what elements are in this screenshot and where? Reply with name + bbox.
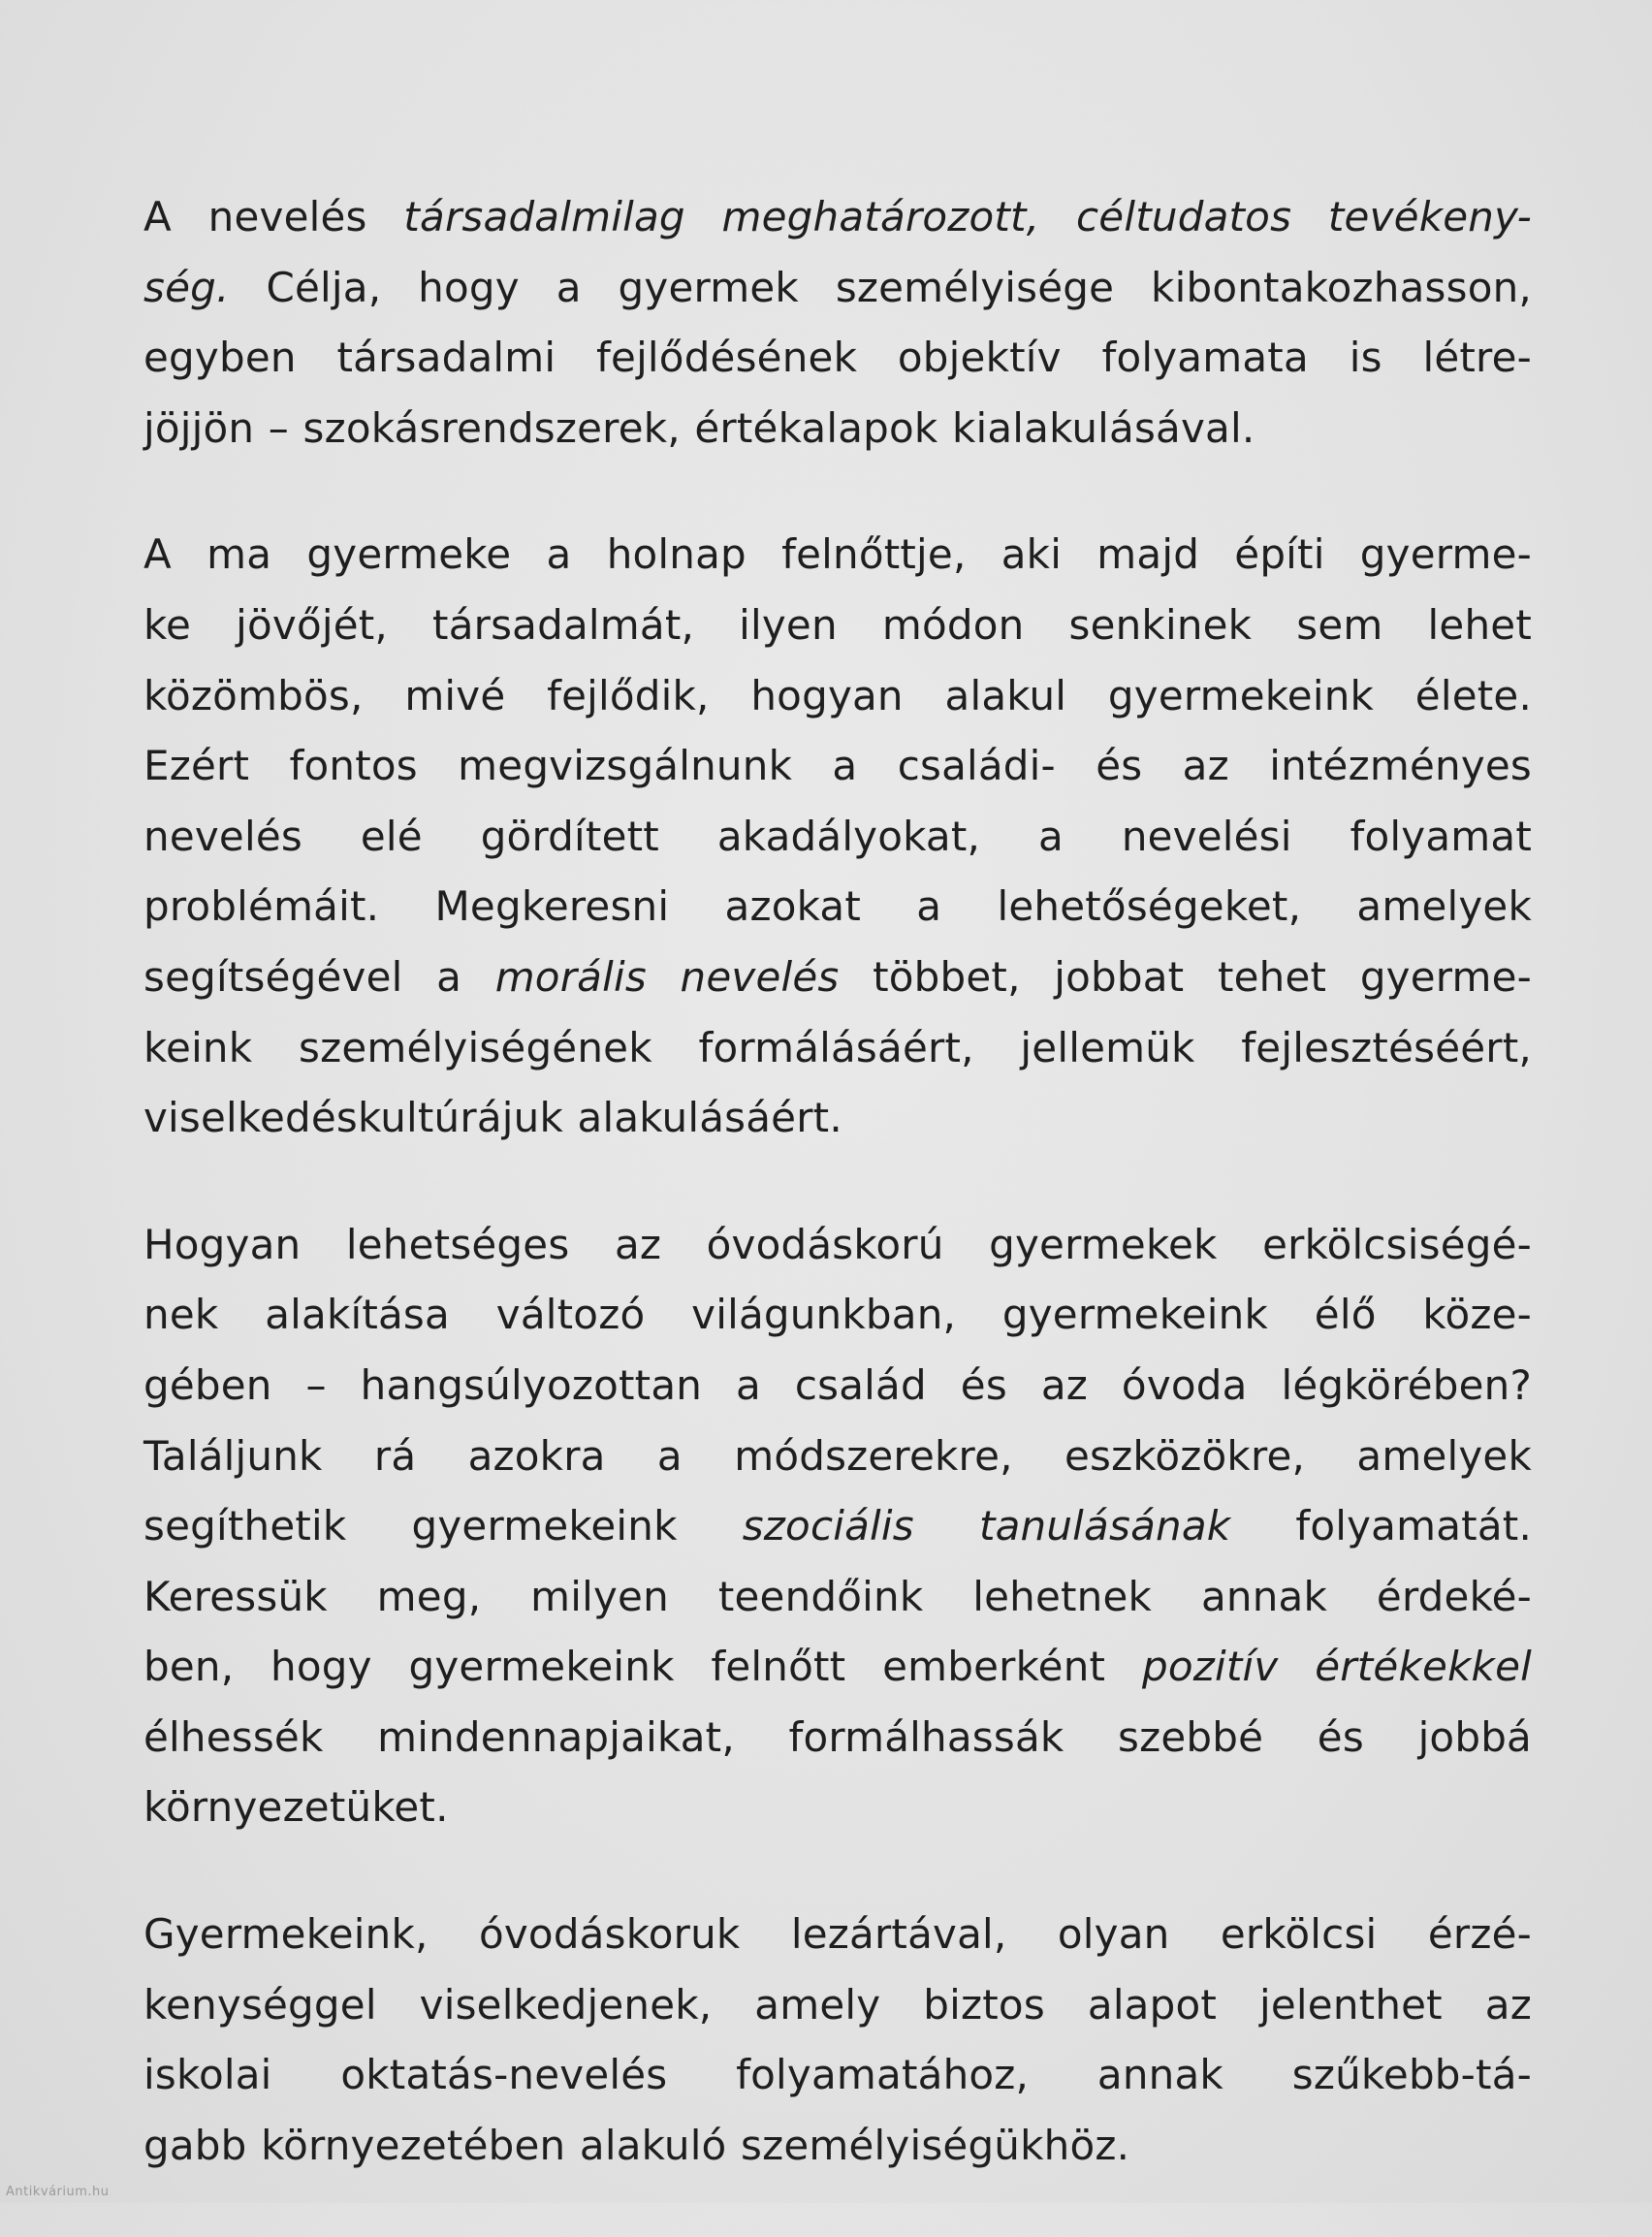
italic-phrase: ség. — [143, 263, 230, 311]
paragraph — [143, 520, 1532, 1153]
text-run: A ma gyermeke a holnap felnőttje, aki majd építi gyerme- — [143, 530, 1532, 579]
text-run: ben, hogy gyermekeink felnőtt emberként — [143, 1643, 1142, 1691]
text-line — [143, 1210, 1532, 1281]
text-line — [143, 1562, 1532, 1633]
italic-phrase: pozitív értékekkel — [1142, 1643, 1532, 1691]
text-run: élhessék mindennapjaikat, formálhassák szebbé és jobbá — [143, 1712, 1532, 1761]
watermark: Antikvárium.hu — [6, 2185, 110, 2199]
text-run: problémáit. Megkeresni azokat a lehetőségeket, amelyek — [143, 882, 1532, 931]
text-run: gében – hangsúlyozottan a család és az óvoda légkörében? — [143, 1360, 1532, 1409]
italic-phrase: társadalmilag meghatározott, céltudatos tevékeny- — [403, 193, 1532, 240]
text-run: keink személyiségének formálásáért, jellemük fejlesztéséért, — [143, 1023, 1532, 1071]
text-run: környezetüket. — [143, 1783, 449, 1832]
text-line — [143, 1632, 1532, 1703]
text-line — [143, 520, 1532, 591]
text-run: folyamatát. — [1230, 1502, 1532, 1550]
text-run: Gyermekeink, óvodáskoruk lezártával, olyan erkölcsi érzé- — [143, 1910, 1532, 1959]
text-run: egyben társadalmi fejlődésének objektív folyamata is létre- — [143, 334, 1532, 382]
text-line — [143, 1422, 1532, 1492]
text-line — [143, 731, 1532, 802]
text-run: nek alakítása változó világunkban, gyermekeink élő köze- — [143, 1291, 1532, 1339]
text-run: közömbös, mivé fejlődik, hogyan alakul gyermekeink élete. — [143, 671, 1532, 719]
text-run: jöjjön – szokásrendszerek, értékalapok kialakulásával. — [143, 403, 1255, 452]
text-run: Ezért fontos megvizsgálnunk a családi- és az intézményes — [143, 742, 1532, 790]
text-line — [143, 591, 1532, 661]
text-run: iskolai oktatás-nevelés folyamatához, annak szűkebb-tá- — [143, 2051, 1532, 2099]
text-run: Keressük meg, milyen teendőink lehetnek annak érdeké- — [143, 1572, 1532, 1620]
text-run: többet, jobbat tehet gyerme- — [839, 952, 1533, 1001]
paragraph — [143, 1210, 1532, 1843]
text-line — [143, 2111, 1532, 2182]
text-run: ke jövőjét, társadalmát, ilyen módon senkinek sem lehet — [143, 600, 1532, 649]
text-run: kenységgel viselkedjenek, amely biztos alapot jelenthet az — [143, 1980, 1532, 2029]
text-line — [143, 872, 1532, 943]
text-run: nevelés elé gördített akadályokat, a nevelési folyamat — [143, 812, 1532, 860]
text-line — [143, 1491, 1532, 1562]
text-line — [143, 1703, 1532, 1774]
text-line — [143, 1280, 1532, 1351]
text-run: gabb környezetében alakuló személyiségükhöz. — [143, 2121, 1130, 2169]
text-line — [143, 323, 1532, 394]
text-line — [143, 182, 1532, 253]
text-line — [143, 943, 1532, 1013]
text-run: Célja, hogy a gyermek személyisége kibontakozhasson, — [229, 263, 1532, 311]
text-line — [143, 661, 1532, 732]
text-line — [143, 253, 1532, 324]
text-run: A nevelés — [143, 193, 404, 240]
text-line — [143, 802, 1532, 873]
text-run: viselkedéskultúrájuk alakulásáért. — [143, 1094, 842, 1142]
paragraph — [143, 182, 1532, 463]
text-line — [143, 1773, 1532, 1843]
text-line — [143, 1900, 1532, 1970]
text-run: segíthetik gyermekeink — [143, 1502, 743, 1550]
text-line — [143, 1970, 1532, 2041]
italic-phrase: morális nevelés — [494, 952, 840, 1001]
text-run: Találjunk rá azokra a módszerekre, eszközökre, amelyek — [143, 1431, 1532, 1480]
text-line — [143, 1083, 1532, 1154]
text-run: segítségével a — [143, 952, 495, 1001]
text-line — [143, 1013, 1532, 1084]
paragraph — [143, 1900, 1532, 2181]
text-line — [143, 1351, 1532, 1422]
text-line — [143, 394, 1532, 464]
text-run: Hogyan lehetséges az óvodáskorú gyermekek erkölcsiségé- — [143, 1220, 1532, 1268]
italic-phrase: szociális tanulásának — [742, 1502, 1231, 1550]
text-line — [143, 2040, 1532, 2111]
back-cover-text — [143, 182, 1532, 2237]
